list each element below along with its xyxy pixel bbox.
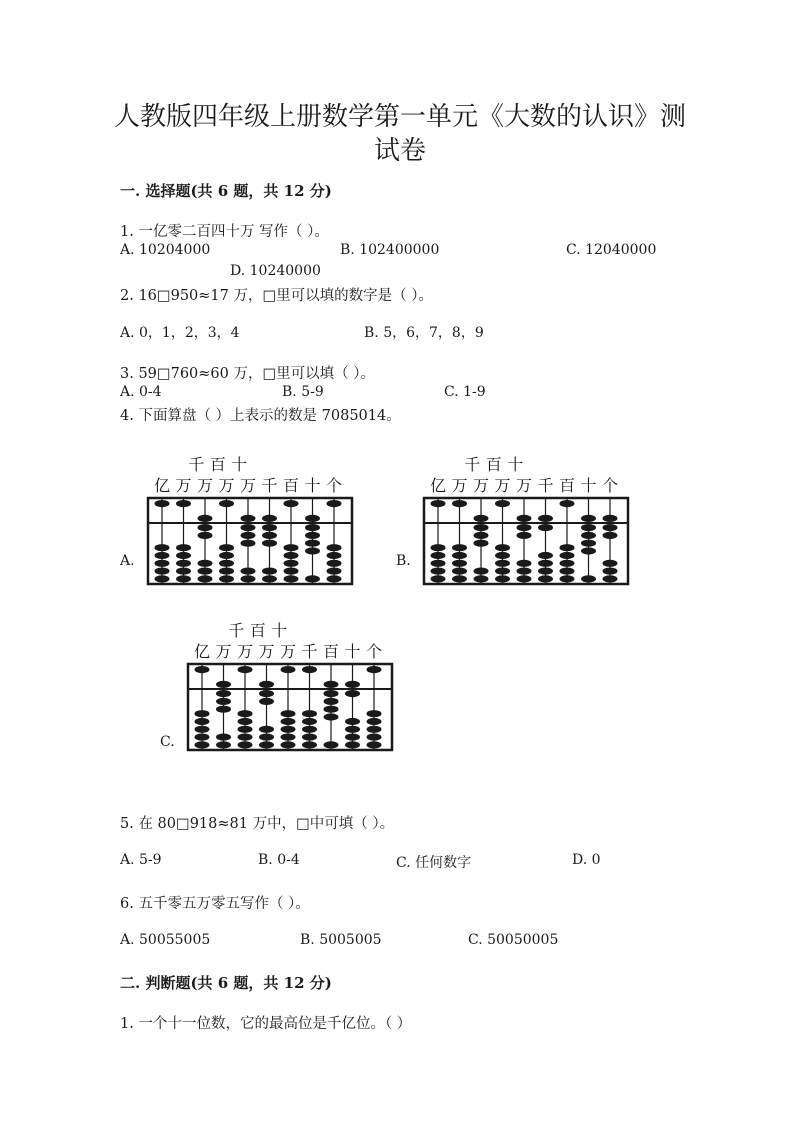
abacus-bead-upper bbox=[281, 666, 296, 673]
abacus-bead-upper bbox=[284, 500, 299, 507]
abacus-bead-lower bbox=[262, 575, 277, 582]
abacus-bead-lower bbox=[198, 560, 213, 567]
abacus-bead-upper bbox=[327, 500, 342, 507]
abacus-bead-lower bbox=[281, 741, 296, 748]
abacus-header-top: 十 bbox=[231, 456, 248, 474]
abacus-bead-lower bbox=[302, 718, 317, 725]
abacus-bead-upper bbox=[219, 500, 234, 507]
abacus-bead-lower bbox=[327, 544, 342, 551]
abacus-a-label: A. bbox=[120, 553, 135, 569]
abacus-bead-lower bbox=[238, 734, 253, 741]
abacus-bead-lower bbox=[198, 532, 213, 539]
abacus-bead-lower bbox=[176, 568, 191, 575]
abacus-header-bottom: 万 bbox=[451, 476, 468, 495]
abacus-bead-lower bbox=[603, 532, 618, 539]
abacus-bead-lower bbox=[259, 690, 274, 697]
abacus-bead-lower bbox=[284, 560, 299, 567]
abacus-b bbox=[422, 456, 630, 590]
abacus-header-bottom: 万 bbox=[494, 476, 511, 495]
abacus-bead-lower bbox=[560, 568, 575, 575]
abacus-bead-lower bbox=[474, 532, 489, 539]
abacus-bead-lower bbox=[305, 532, 320, 539]
abacus-bead-lower bbox=[581, 575, 596, 582]
abacus-bead-lower bbox=[538, 560, 553, 567]
abacus-bead-lower bbox=[327, 568, 342, 575]
q3-option-b: B. 5-9 bbox=[282, 384, 324, 400]
abacus-bead-upper bbox=[517, 515, 532, 522]
abacus-bead-lower bbox=[581, 532, 596, 539]
abacus-header-bottom: 亿 bbox=[193, 642, 211, 661]
abacus-c bbox=[186, 622, 394, 756]
abacus-bead-lower bbox=[560, 560, 575, 567]
abacus-bead-upper bbox=[241, 515, 256, 522]
abacus-b-label: B. bbox=[396, 553, 411, 569]
abacus-bead-lower bbox=[367, 734, 382, 741]
section-heading-choice: 一. 选择题(共 6 题，共 12 分) bbox=[120, 182, 332, 200]
abacus-bead-lower bbox=[603, 575, 618, 582]
abacus-header-bottom: 万 bbox=[239, 476, 257, 495]
abacus-bead-upper bbox=[560, 500, 575, 507]
abacus-header-bottom: 千 bbox=[537, 476, 554, 495]
abacus-bead-lower bbox=[367, 718, 382, 725]
abacus-bead-lower bbox=[195, 726, 210, 733]
q6-option-c: C. 50050005 bbox=[468, 932, 559, 948]
abacus-bead-lower bbox=[281, 734, 296, 741]
abacus-bead-lower bbox=[452, 552, 467, 559]
abacus-bead-lower bbox=[431, 568, 446, 575]
abacus-bead-upper bbox=[603, 515, 618, 522]
abacus-header-bottom: 亿 bbox=[153, 476, 171, 495]
abacus-bead-lower bbox=[216, 698, 231, 705]
abacus-bead-lower bbox=[155, 544, 170, 551]
abacus-header-top: 十 bbox=[271, 622, 288, 640]
abacus-header-bottom: 万 bbox=[258, 642, 275, 661]
abacus-header-bottom: 万 bbox=[472, 476, 490, 495]
abacus-bead-lower bbox=[259, 726, 274, 733]
abacus-bead-lower bbox=[176, 552, 191, 559]
abacus-bead-lower bbox=[302, 741, 317, 748]
abacus-bead-lower bbox=[538, 575, 553, 582]
page-title: 人教版四年级上册数学第一单元《大数的认识》测 bbox=[113, 102, 686, 132]
abacus-header-top: 百 bbox=[485, 456, 502, 474]
abacus-bead-upper bbox=[262, 515, 277, 522]
abacus-header-top: 千 bbox=[464, 456, 481, 474]
abacus-bead-lower bbox=[581, 547, 596, 554]
abacus-bead-lower bbox=[345, 734, 360, 741]
abacus-bead-lower bbox=[281, 726, 296, 733]
abacus-bead-lower bbox=[495, 544, 510, 551]
q3-option-c: C. 1-9 bbox=[444, 384, 486, 400]
abacus-bead-lower bbox=[198, 524, 213, 531]
q2-option-b: B. 5，6，7，8，9 bbox=[364, 325, 484, 341]
abacus-bead-lower bbox=[195, 741, 210, 748]
abacus-bead-upper bbox=[176, 500, 191, 507]
abacus-bead-lower bbox=[581, 524, 596, 531]
abacus-bead-lower bbox=[155, 560, 170, 567]
abacus-bead-lower bbox=[219, 552, 234, 559]
q5-option-b: B. 0-4 bbox=[258, 852, 300, 868]
abacus-bead-lower bbox=[284, 544, 299, 551]
abacus-bead-lower bbox=[155, 552, 170, 559]
abacus-bead-upper bbox=[155, 500, 170, 507]
q5-option-d: D. 0 bbox=[572, 852, 601, 868]
abacus-bead-lower bbox=[603, 524, 618, 531]
abacus-header-top: 百 bbox=[209, 456, 226, 474]
abacus-c-svg bbox=[186, 622, 394, 752]
question-6: 6. 五千零五万零五写作（ ）。 bbox=[120, 896, 310, 912]
abacus-bead-lower bbox=[517, 575, 532, 582]
abacus-bead-upper bbox=[474, 515, 489, 522]
abacus-bead-upper bbox=[538, 515, 553, 522]
question-2: 2. 16□950≈17 万，□里可以填的数字是（ ）。 bbox=[120, 288, 434, 304]
abacus-bead-lower bbox=[195, 734, 210, 741]
abacus-bead-lower bbox=[219, 575, 234, 582]
abacus-bead-lower bbox=[367, 726, 382, 733]
abacus-bead-lower bbox=[238, 718, 253, 725]
abacus-bead-upper bbox=[195, 666, 210, 673]
abacus-bead-lower bbox=[241, 524, 256, 531]
section-heading-judgement: 二. 判断题(共 6 题，共 12 分) bbox=[120, 974, 332, 992]
abacus-bead-lower bbox=[195, 710, 210, 717]
abacus-bead-lower bbox=[155, 575, 170, 582]
abacus-header-bottom: 百 bbox=[322, 642, 340, 661]
abacus-bead-upper bbox=[431, 500, 446, 507]
abacus-bead-lower bbox=[327, 575, 342, 582]
abacus-bead-lower bbox=[324, 690, 339, 697]
abacus-bead-upper bbox=[198, 515, 213, 522]
abacus-bead-lower bbox=[302, 726, 317, 733]
abacus-header-bottom: 千 bbox=[261, 476, 278, 495]
abacus-header-bottom: 个 bbox=[601, 476, 619, 495]
abacus-bead-lower bbox=[327, 560, 342, 567]
abacus-header-bottom: 百 bbox=[558, 476, 576, 495]
abacus-bead-lower bbox=[284, 575, 299, 582]
abacus-bead-upper bbox=[452, 500, 467, 507]
abacus-bead-upper bbox=[216, 681, 231, 688]
abacus-bead-lower bbox=[284, 568, 299, 575]
abacus-bead-lower bbox=[603, 568, 618, 575]
abacus-bead-lower bbox=[495, 552, 510, 559]
abacus-bead-lower bbox=[241, 568, 256, 575]
abacus-bead-lower bbox=[324, 706, 339, 713]
question-3: 3. 59□760≈60 万，□里可以填（ ）。 bbox=[120, 366, 376, 382]
abacus-header-bottom: 十 bbox=[580, 476, 597, 495]
abacus-bead-lower bbox=[431, 575, 446, 582]
abacus-bead-lower bbox=[281, 718, 296, 725]
abacus-header-top: 十 bbox=[507, 456, 524, 474]
abacus-bead-lower bbox=[560, 544, 575, 551]
abacus-bead-lower bbox=[538, 524, 553, 531]
abacus-bead-lower bbox=[495, 560, 510, 567]
abacus-bead-lower bbox=[219, 568, 234, 575]
q2-option-a: A. 0，1，2，3，4 bbox=[120, 325, 240, 341]
abacus-bead-lower bbox=[284, 552, 299, 559]
abacus-a-svg bbox=[146, 456, 354, 586]
abacus-bead-lower bbox=[474, 524, 489, 531]
question-1: 1. 一亿零二百四十万 写作（ ）。 bbox=[120, 224, 329, 240]
abacus-header-bottom: 万 bbox=[236, 642, 254, 661]
abacus-bead-lower bbox=[241, 532, 256, 539]
q5-option-c: C. 任何数字 bbox=[396, 855, 472, 871]
q6-option-b: B. 5005005 bbox=[300, 932, 382, 948]
abacus-bead-lower bbox=[262, 568, 277, 575]
abacus-header-top: 百 bbox=[249, 622, 266, 640]
abacus-header-bottom: 个 bbox=[325, 476, 343, 495]
abacus-bead-lower bbox=[216, 741, 231, 748]
q6-option-a: A. 50055005 bbox=[120, 932, 211, 948]
abacus-bead-lower bbox=[302, 734, 317, 741]
abacus-bead-lower bbox=[452, 560, 467, 567]
abacus-bead-upper bbox=[302, 666, 317, 673]
abacus-bead-lower bbox=[474, 540, 489, 547]
abacus-bead-lower bbox=[324, 713, 339, 720]
abacus-header-bottom: 亿 bbox=[429, 476, 447, 495]
q1-option-d: D. 10240000 bbox=[230, 263, 321, 279]
q3-option-a: A. 0-4 bbox=[120, 384, 162, 400]
abacus-bead-lower bbox=[262, 532, 277, 539]
abacus-bead-lower bbox=[517, 524, 532, 531]
abacus-bead-lower bbox=[262, 524, 277, 531]
abacus-bead-lower bbox=[238, 726, 253, 733]
abacus-bead-lower bbox=[238, 741, 253, 748]
abacus-bead-lower bbox=[262, 540, 277, 547]
abacus-bead-lower bbox=[431, 544, 446, 551]
abacus-bead-lower bbox=[327, 552, 342, 559]
abacus-bead-lower bbox=[431, 560, 446, 567]
abacus-header-top: 千 bbox=[228, 622, 245, 640]
abacus-bead-lower bbox=[367, 710, 382, 717]
abacus-bead-lower bbox=[176, 575, 191, 582]
abacus-bead-lower bbox=[495, 568, 510, 575]
abacus-header-bottom: 万 bbox=[279, 642, 297, 661]
abacus-header-bottom: 万 bbox=[196, 476, 214, 495]
judgement-1: 1. 一个十一位数，它的最高位是千亿位。（ ） bbox=[120, 1016, 412, 1032]
abacus-bead-lower bbox=[538, 552, 553, 559]
q5-option-a: A. 5-9 bbox=[120, 852, 162, 868]
abacus-bead-lower bbox=[474, 575, 489, 582]
abacus-bead-lower bbox=[198, 575, 213, 582]
abacus-bead-lower bbox=[345, 690, 360, 697]
abacus-bead-lower bbox=[345, 726, 360, 733]
abacus-header-top: 千 bbox=[188, 456, 205, 474]
abacus-bead-lower bbox=[305, 575, 320, 582]
abacus-bead-lower bbox=[155, 568, 170, 575]
abacus-bead-upper bbox=[305, 515, 320, 522]
abacus-bead-lower bbox=[216, 706, 231, 713]
abacus-bead-lower bbox=[219, 544, 234, 551]
abacus-bead-lower bbox=[216, 690, 231, 697]
abacus-c-label: C. bbox=[160, 734, 175, 750]
abacus-bead-lower bbox=[495, 575, 510, 582]
abacus-bead-lower bbox=[324, 741, 339, 748]
abacus-bead-upper bbox=[367, 666, 382, 673]
abacus-bead-lower bbox=[305, 547, 320, 554]
abacus-header-bottom: 万 bbox=[175, 476, 192, 495]
abacus-bead-lower bbox=[560, 575, 575, 582]
abacus-bead-lower bbox=[452, 575, 467, 582]
abacus-bead-lower bbox=[345, 741, 360, 748]
abacus-bead-lower bbox=[324, 698, 339, 705]
abacus-bead-lower bbox=[302, 710, 317, 717]
abacus-bead-lower bbox=[176, 544, 191, 551]
abacus-bead-lower bbox=[241, 540, 256, 547]
abacus-header-bottom: 千 bbox=[301, 642, 318, 661]
abacus-bead-lower bbox=[195, 718, 210, 725]
abacus-bead-lower bbox=[238, 710, 253, 717]
abacus-bead-lower bbox=[367, 741, 382, 748]
abacus-bead-lower bbox=[176, 560, 191, 567]
abacus-bead-lower bbox=[241, 575, 256, 582]
abacus-bead-lower bbox=[581, 540, 596, 547]
abacus-bead-upper bbox=[324, 681, 339, 688]
abacus-bead-upper bbox=[259, 681, 274, 688]
abacus-bead-lower bbox=[281, 710, 296, 717]
q1-option-c: C. 12040000 bbox=[566, 242, 657, 258]
abacus-bead-lower bbox=[305, 540, 320, 547]
page-title-line2: 试卷 bbox=[373, 136, 426, 166]
abacus-bead-lower bbox=[431, 552, 446, 559]
q1-option-a: A. 10204000 bbox=[120, 242, 211, 258]
abacus-bead-upper bbox=[581, 515, 596, 522]
abacus-bead-lower bbox=[452, 544, 467, 551]
abacus-bead-lower bbox=[305, 524, 320, 531]
abacus-bead-lower bbox=[603, 560, 618, 567]
abacus-header-bottom: 十 bbox=[344, 642, 361, 661]
abacus-a bbox=[146, 456, 354, 590]
abacus-bead-lower bbox=[452, 568, 467, 575]
question-4: 4. 下面算盘（ ）上表示的数是 7085014。 bbox=[120, 408, 401, 424]
abacus-b-svg bbox=[422, 456, 630, 586]
question-5: 5. 在 80□918≈81 万中，□中可填（ ）。 bbox=[120, 816, 395, 832]
abacus-bead-lower bbox=[474, 568, 489, 575]
abacus-header-bottom: 万 bbox=[218, 476, 235, 495]
abacus-bead-lower bbox=[517, 568, 532, 575]
abacus-bead-lower bbox=[517, 560, 532, 567]
abacus-bead-lower bbox=[216, 734, 231, 741]
abacus-bead-lower bbox=[517, 532, 532, 539]
abacus-bead-lower bbox=[345, 718, 360, 725]
abacus-bead-lower bbox=[560, 552, 575, 559]
abacus-header-bottom: 百 bbox=[282, 476, 300, 495]
abacus-bead-lower bbox=[259, 734, 274, 741]
abacus-header-bottom: 万 bbox=[515, 476, 533, 495]
abacus-bead-lower bbox=[198, 568, 213, 575]
abacus-bead-upper bbox=[345, 681, 360, 688]
abacus-bead-upper bbox=[238, 666, 253, 673]
abacus-bead-lower bbox=[538, 568, 553, 575]
abacus-header-bottom: 十 bbox=[304, 476, 321, 495]
abacus-bead-lower bbox=[259, 698, 274, 705]
abacus-bead-lower bbox=[219, 560, 234, 567]
q1-option-b: B. 102400000 bbox=[340, 242, 440, 258]
abacus-bead-upper bbox=[495, 500, 510, 507]
abacus-bead-lower bbox=[259, 741, 274, 748]
abacus-header-bottom: 个 bbox=[365, 642, 383, 661]
abacus-header-bottom: 万 bbox=[215, 642, 232, 661]
